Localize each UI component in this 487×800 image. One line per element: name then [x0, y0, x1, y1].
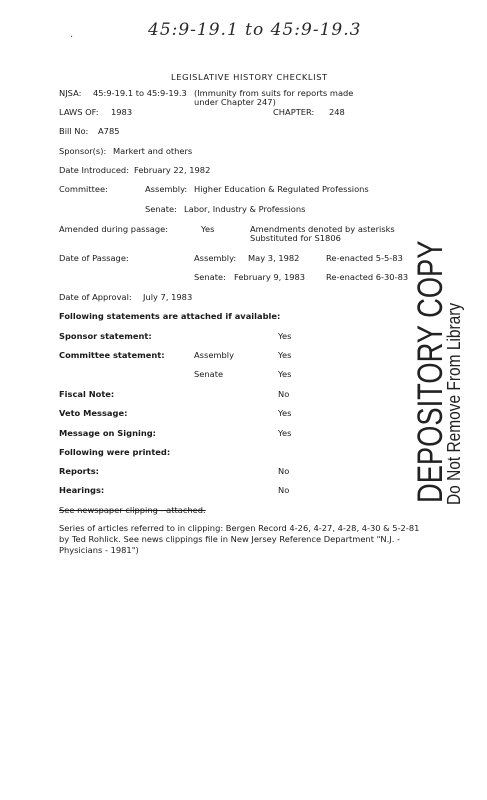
approval-label: Date of Approval: [59, 292, 132, 302]
committee-statement-assembly-value: Yes [278, 350, 292, 360]
passage-senate-value: February 9, 1983 [234, 272, 306, 282]
notes-line-1: Series of articles referred to in clipping: Bergen Record 4-26, 4-27, 4-28, 4-30 & 5-2-81 [59, 523, 420, 533]
message-on-signing-value: Yes [278, 428, 292, 438]
message-on-signing-label: Message on Signing: [59, 428, 156, 438]
date-introduced-label: Date Introduced: [59, 165, 129, 175]
reports-label: Reports: [59, 466, 99, 476]
laws-of-value: 1983 [111, 107, 133, 117]
amended-note-line1: Amendments denoted by asterisks [250, 224, 395, 234]
committee-senate-label: Senate: [145, 204, 177, 214]
notes-line-3: Physicians - 1981") [59, 545, 139, 555]
approval-value: July 7, 1983 [143, 292, 193, 302]
committee-label: Committee: [59, 184, 108, 194]
depository-copy-stamp: DEPOSITORY COPY [411, 240, 450, 503]
passage-assembly-label: Assembly: [194, 253, 237, 263]
passage-senate-note: Re-enacted 6-30-83 [326, 272, 409, 282]
do-not-remove-stamp: Do Not Remove From Library [444, 302, 464, 505]
page-title: LEGISLATIVE HISTORY CHECKLIST [171, 72, 328, 82]
hearings-value: No [278, 485, 290, 495]
laws-of-label: LAWS OF: [59, 107, 99, 117]
committee-statement-label: Committee statement: [59, 350, 165, 360]
amended-label: Amended during passage: [59, 224, 169, 234]
passage-assembly-note: Re-enacted 5-5-83 [326, 253, 403, 263]
sponsor-statement-value: Yes [278, 331, 292, 341]
handwritten-statute-range: 45:9-19.1 to 45:9-19.3 [148, 20, 362, 40]
committee-statement-senate-value: Yes [278, 369, 292, 379]
date-introduced-value: February 22, 1982 [134, 165, 211, 175]
fiscal-note-label: Fiscal Note: [59, 389, 115, 399]
veto-message-label: Veto Message: [59, 408, 128, 418]
bill-no-value: A785 [98, 126, 120, 136]
amended-value: Yes [201, 224, 215, 234]
njsa-note-line1: (Immunity from suits for reports made [194, 88, 354, 98]
committee-assembly-label: Assembly: [145, 184, 188, 194]
newspaper-clipping-note: See newspaper clipping - attached. [59, 505, 206, 515]
notes-line-2: by Ted Rohlick. See news clippings file in New Jersey Reference Department "N.J. - [59, 534, 400, 544]
chapter-label: CHAPTER: [273, 107, 315, 117]
sponsors-label: Sponsor(s): [59, 146, 107, 156]
njsa-label: NJSA: [59, 88, 82, 98]
statements-heading: Following statements are attached if available: [59, 311, 281, 321]
veto-message-value: Yes [278, 408, 292, 418]
sponsors-value: Markert and others [113, 146, 193, 156]
committee-statement-senate-label: Senate [194, 369, 224, 379]
stray-mark: . [70, 29, 74, 40]
chapter-value: 248 [329, 107, 345, 117]
fiscal-note-value: No [278, 389, 290, 399]
committee-assembly-value: Higher Education & Regulated Professions [194, 184, 369, 194]
passage-assembly-value: May 3, 1982 [248, 253, 300, 263]
sponsor-statement-label: Sponsor statement: [59, 331, 152, 341]
committee-senate-value: Labor, Industry & Professions [184, 204, 306, 214]
printed-heading: Following were printed: [59, 447, 171, 457]
hearings-label: Hearings: [59, 485, 105, 495]
reports-value: No [278, 466, 290, 476]
amended-note-line2: Substituted for S1806 [250, 233, 341, 243]
passage-label: Date of Passage: [59, 253, 129, 263]
committee-statement-assembly-label: Assembly [194, 350, 234, 360]
bill-no-label: Bill No: [59, 126, 89, 136]
passage-senate-label: Senate: [194, 272, 226, 282]
njsa-note-line2: under Chapter 247) [194, 97, 276, 107]
njsa-value: 45:9-19.1 to 45:9-19.3 [93, 88, 187, 98]
